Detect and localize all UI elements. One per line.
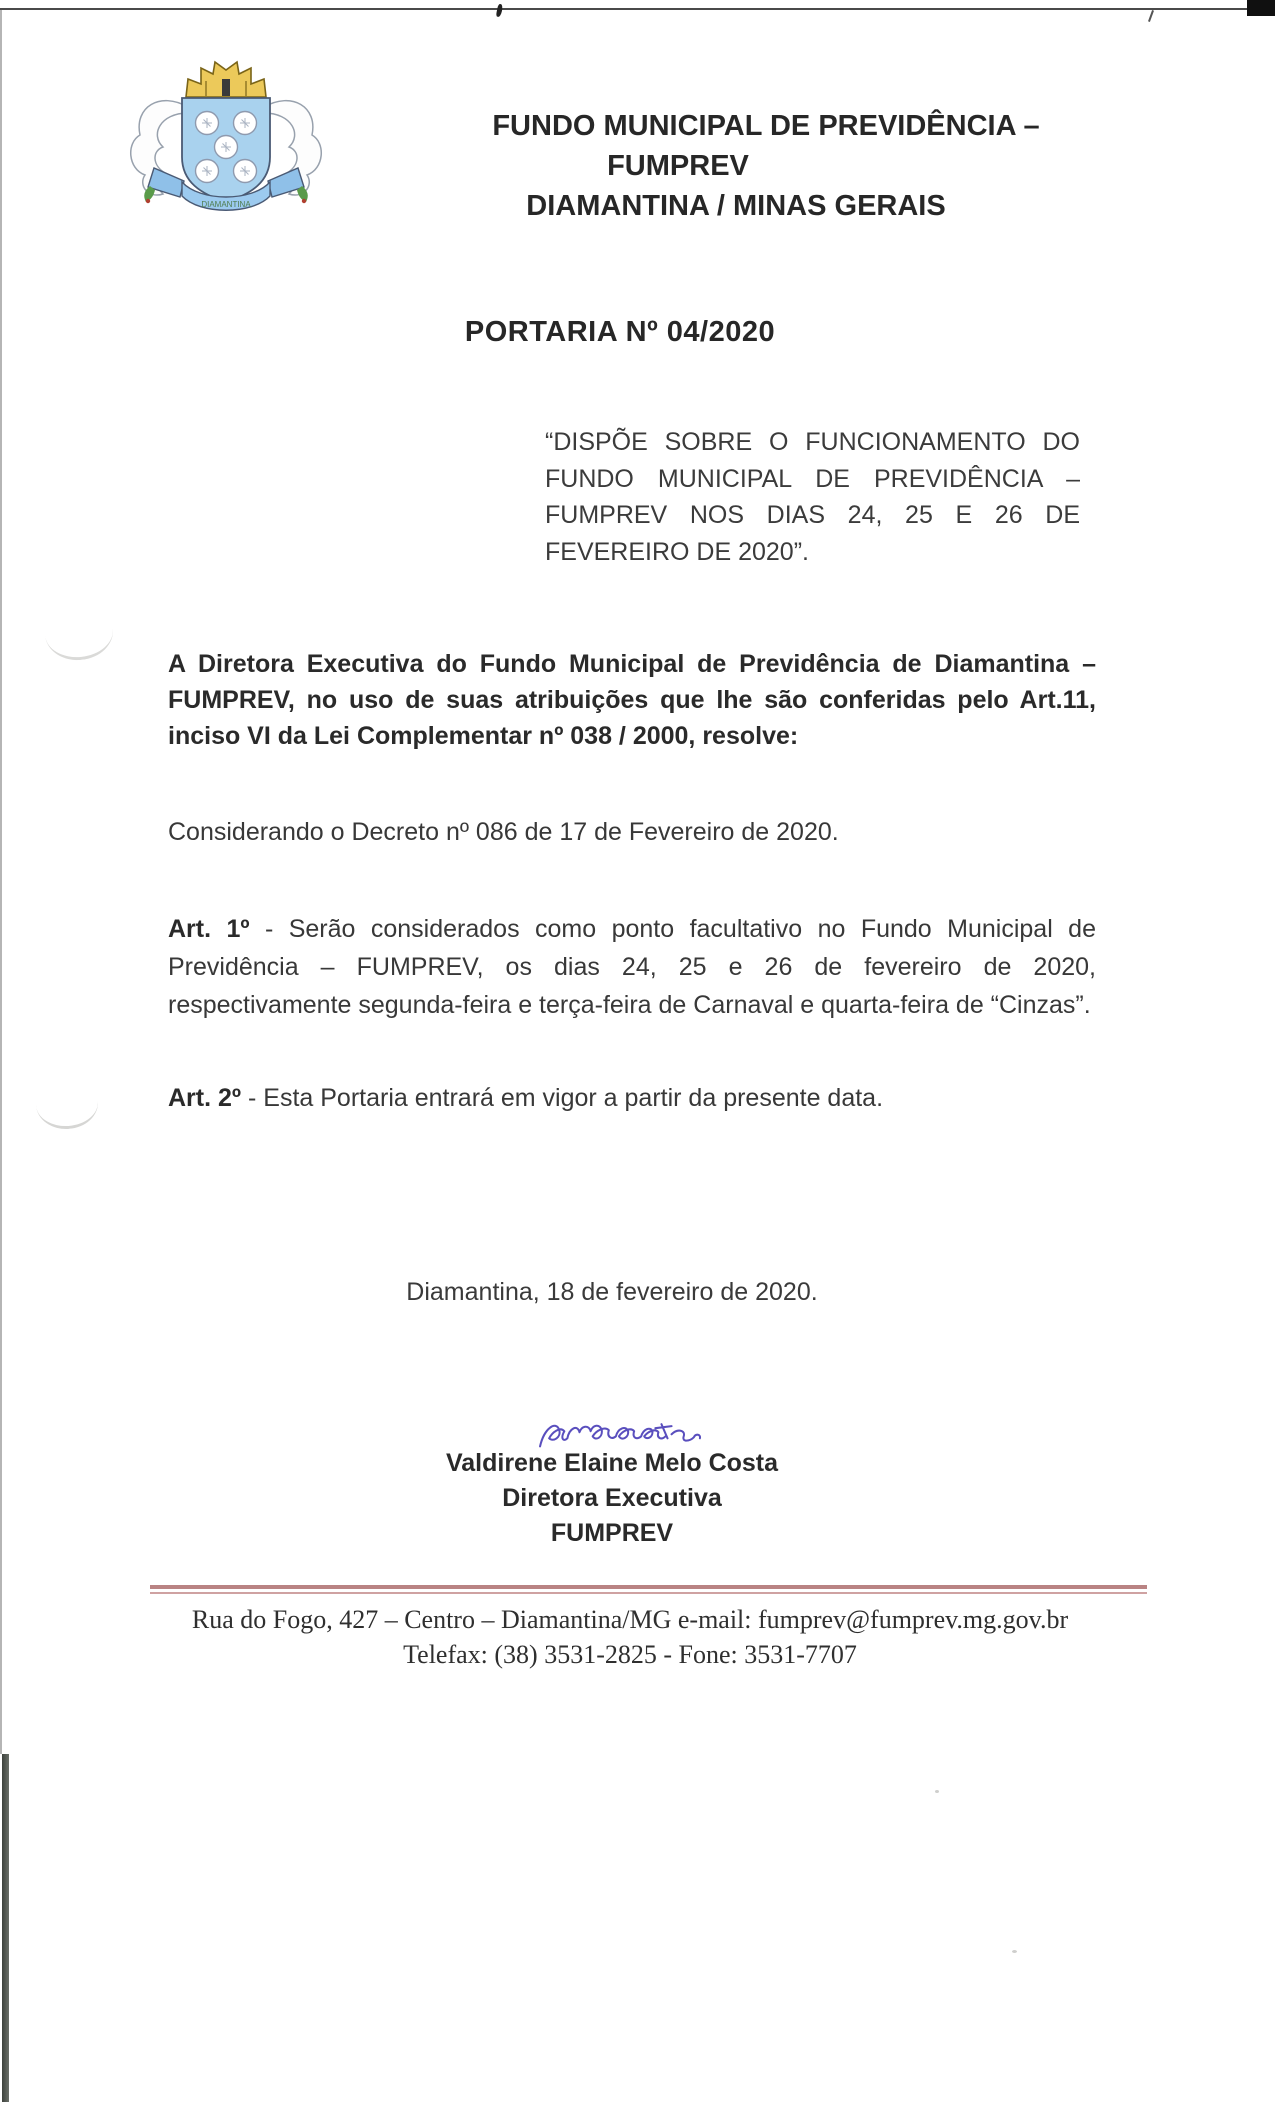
considering-paragraph: Considerando o Decreto nº 086 de 17 de Fevereiro de 2020. <box>168 818 839 846</box>
scan-artifact-mark <box>496 4 504 18</box>
crest-ribbon-text: DIAMANTINA <box>201 200 251 209</box>
document-title: PORTARIA Nº 04/2020 <box>464 316 776 348</box>
document-header <box>430 106 1102 226</box>
article-1-paragraph <box>168 910 1096 1024</box>
dateline: Diamantina, 18 de fevereiro de 2020. <box>406 1278 818 1306</box>
footer-phones: Telefax: (38) 3531-2825 - Fone: 3531-7707 <box>403 1640 857 1669</box>
article-2-text: - Esta Portaria entrará em vigor a partir da presente data. <box>241 1084 884 1112</box>
signatory-role: Diretora Executiva <box>502 1484 722 1512</box>
article-2-paragraph <box>168 1084 1168 1113</box>
footer <box>10 1602 1250 1672</box>
scan-artifact-left-shadow <box>2 1754 9 2102</box>
org-name-line2: FUMPREV <box>607 150 749 182</box>
scan-artifact-smudge <box>34 1076 99 1131</box>
signature-block <box>0 1446 1224 1551</box>
org-name-line1: FUNDO MUNICIPAL DE PREVIDÊNCIA – <box>492 110 1040 142</box>
org-location: DIAMANTINA / MINAS GERAIS <box>526 190 946 222</box>
article-2-label: Art. 2º <box>168 1084 242 1112</box>
preamble-paragraph: A Diretora Executiva do Fundo Municipal de Previdência de Diamantina – FUMPREV, no uso de suas atribuições que lhe são conferidas pelo Art.11, inciso VI da Lei Complementar nº 038 / 2000, resolve: <box>168 650 1096 750</box>
article-1-label: Art. 1º <box>168 915 250 943</box>
footer-address: Rua do Fogo, 427 – Centro – Diamantina/MG e-mail: fumprev@fumprev.mg.gov.br <box>191 1605 1069 1634</box>
scan-artifact-speck <box>935 1790 939 1793</box>
scan-artifact-corner-block <box>1247 0 1275 16</box>
signatory-name: Valdirene Elaine Melo Costa <box>445 1449 779 1477</box>
scan-artifact-tick <box>1148 10 1154 22</box>
coat-of-arms-icon <box>118 55 334 235</box>
article-1-text: - Serão considerados como ponto facultativo no Fundo Municipal de Previdência – FUMPREV, os dias 24, 25 e 26 de fevereiro de 2020, respectivamente segunda-feira e terça-feira de Carnaval e quarta-feira de “Cinzas”. <box>168 915 1096 1019</box>
epigraph-quote: “DISPÕE SOBRE O FUNCIONAMENTO DO FUNDO MUNICIPAL DE PREVIDÊNCIA – FUMPREV NOS DIAS 24, 25 E 26 DE FEVEREIRO DE 2020”. <box>545 428 1080 566</box>
scan-artifact-speck <box>1012 1950 1017 1953</box>
signatory-org: FUMPREV <box>550 1519 674 1547</box>
scan-artifact-smudge <box>42 602 115 664</box>
footer-divider <box>150 1585 1147 1594</box>
scan-artifact-top-edge <box>0 8 1275 10</box>
